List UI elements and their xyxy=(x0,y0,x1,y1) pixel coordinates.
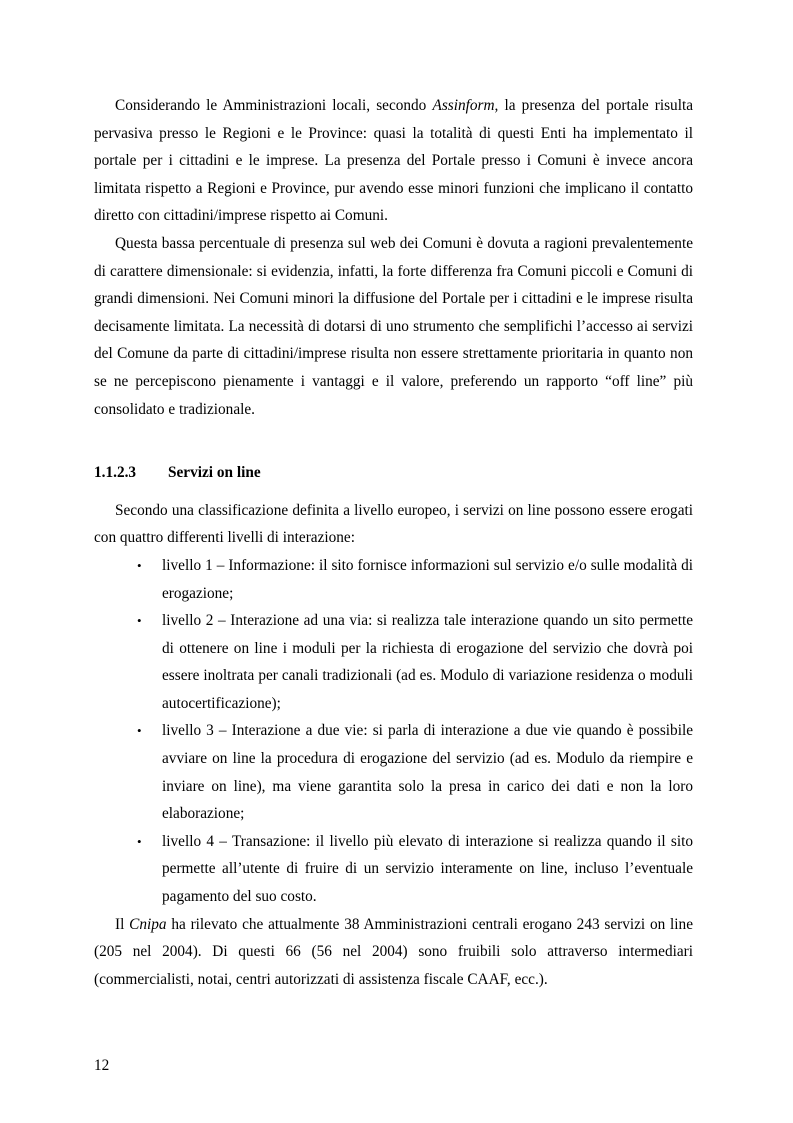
bullet-icon: • xyxy=(137,723,142,739)
page-number: 12 xyxy=(94,1057,110,1074)
list-item-text: livello 3 – Interazione a due vie: si parla di interazione a due vie quando è possibile avviare on line la procedura di erogazione del servizio (ad es. Modulo da riempire e inviare on line), ma viene garantita solo la presa in carico dei dati e non la loro elaborazione; xyxy=(162,722,693,823)
list-item xyxy=(137,607,693,717)
paragraph-text: ha rilevato che attualmente 38 Amministrazioni centrali erogano 243 servizi on line (205 nel 2004). Di questi 66 (56 nel 2004) sono fruibili solo attraverso intermediari (commercialisti, notai, centri autorizzati di assistenza fiscale CAAF, ecc.). xyxy=(94,915,693,988)
list-item-text: livello 2 – Interazione ad una via: si realizza tale interazione quando un sito permette di ottenere on line i moduli per la richiesta di erogazione del servizio che dovrà poi essere inoltrata per canali tradizionali (ad es. Modulo di variazione residenza o moduli autocertificazione); xyxy=(162,612,693,712)
bullet-icon: • xyxy=(137,557,142,573)
paragraph-classification: Secondo una classificazione definita a livello europeo, i servizi on line possono essere erogati con quattro differenti livelli di interazione: xyxy=(94,501,693,547)
list-item xyxy=(137,828,693,911)
list-item-text: livello 1 – Informazione: il sito fornisce informazioni sul servizio e/o sulle modalità di erogazione; xyxy=(162,556,693,602)
section-title: Servizi on line xyxy=(168,464,261,482)
section-number: 1.1.2.3 xyxy=(94,464,137,482)
paragraph-text: Considerando le Amministrazioni locali, secondo xyxy=(115,97,433,114)
bullet-icon: • xyxy=(137,613,142,629)
list-item xyxy=(137,552,693,607)
organization-name-emphasis: Cnipa xyxy=(129,915,167,933)
paragraph-local-administrations xyxy=(94,92,693,230)
source-name-emphasis: Assinform, xyxy=(432,97,499,114)
paragraph-cnipa xyxy=(94,911,693,994)
paragraph-web-presence: Questa bassa percentuale di presenza sul web dei Comuni è dovuta a ragioni prevalentemente di carattere dimensionale: si evidenzia, infatti, la forte differenza fra Comuni piccoli e Comuni di grandi dimensioni. Nei Comuni minori la diffusione del Portale per i cittadini e le imprese risulta decisamente limitata. La necessità di dotarsi di uno strumento che semplifichi l’accesso ai servizi del Comune da parte di cittadini/imprese risulta non essere strettamente prioritaria in quanto non se ne percepiscono pienamente i vantaggi e il valore, preferendo un rapporto “off line” più consolidato e tradizionale. xyxy=(94,234,693,418)
document-page xyxy=(94,92,693,993)
paragraph-text: la presenza del portale risulta pervasiva presso le Regioni e le Province: quasi la totalità di questi Enti ha implementato il portale per i cittadini e le imprese. La presenza del Portale presso i Comuni è invece ancora limitata rispetto a Regioni e Province, pur avendo esse minori funzioni che implicano il contatto diretto con cittadini/imprese rispetto ai Comuni. xyxy=(94,97,693,225)
bullet-icon: • xyxy=(137,833,142,849)
list-item-text: livello 4 – Transazione: il livello più elevato di interazione si realizza quando il sito permette all’utente di fruire di un servizio interamente on line, incluso l’eventuale pagamento del suo costo. xyxy=(162,832,693,906)
paragraph-text: Il xyxy=(115,915,130,933)
list-item xyxy=(137,717,693,827)
section-heading xyxy=(94,459,693,487)
interaction-levels-list xyxy=(94,552,693,911)
